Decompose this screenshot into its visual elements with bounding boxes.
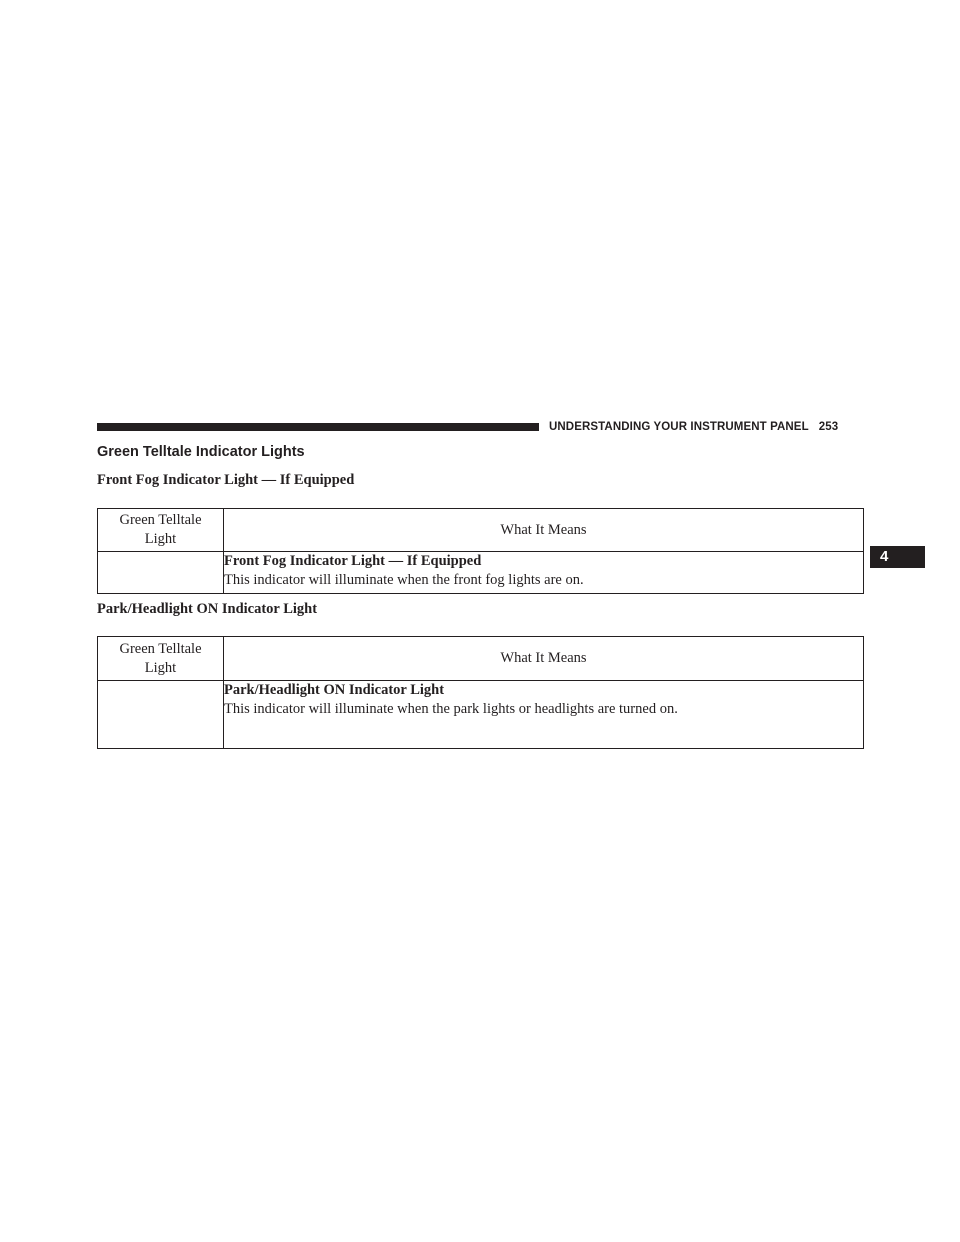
col-header-meaning: What It Means bbox=[224, 509, 864, 552]
table-row bbox=[98, 552, 864, 594]
col-header-light bbox=[98, 637, 224, 681]
meaning-cell bbox=[224, 681, 864, 749]
row-description: This indicator will illuminate when the park lights or headlights are turned on. bbox=[224, 701, 678, 717]
row-title: Front Fog Indicator Light — If Equipped bbox=[224, 553, 482, 569]
header-rule bbox=[97, 423, 539, 431]
col-header-light-line1: Green Telltale bbox=[119, 640, 202, 657]
col-header-light-line1: Green Telltale bbox=[119, 512, 202, 528]
table-header-row bbox=[98, 637, 864, 681]
page-number: 253 bbox=[818, 421, 839, 433]
park-headlight-table bbox=[97, 636, 864, 749]
meaning-cell bbox=[224, 552, 864, 594]
table-row bbox=[98, 681, 864, 749]
row-title: Park/Headlight ON Indicator Light bbox=[224, 682, 445, 698]
col-header-meaning: What It Means bbox=[224, 637, 864, 681]
front-fog-heading: Front Fog Indicator Light — If Equipped bbox=[97, 472, 355, 488]
telltale-icon-cell bbox=[98, 681, 224, 749]
front-fog-table bbox=[97, 508, 864, 594]
row-description: This indicator will illuminate when the front fog lights are on. bbox=[224, 572, 584, 588]
col-header-light bbox=[98, 509, 224, 552]
section-heading: Green Telltale Indicator Lights bbox=[97, 444, 305, 460]
telltale-icon-cell bbox=[98, 552, 224, 594]
chapter-tab: 4 bbox=[870, 546, 925, 568]
running-header-title: UNDERSTANDING YOUR INSTRUMENT PANEL bbox=[549, 421, 809, 433]
table-header-row bbox=[98, 509, 864, 552]
running-header bbox=[549, 420, 865, 434]
park-headlight-heading: Park/Headlight ON Indicator Light bbox=[97, 601, 318, 617]
col-header-light-line2: Light bbox=[144, 659, 177, 676]
col-header-light-line2: Light bbox=[144, 531, 177, 547]
